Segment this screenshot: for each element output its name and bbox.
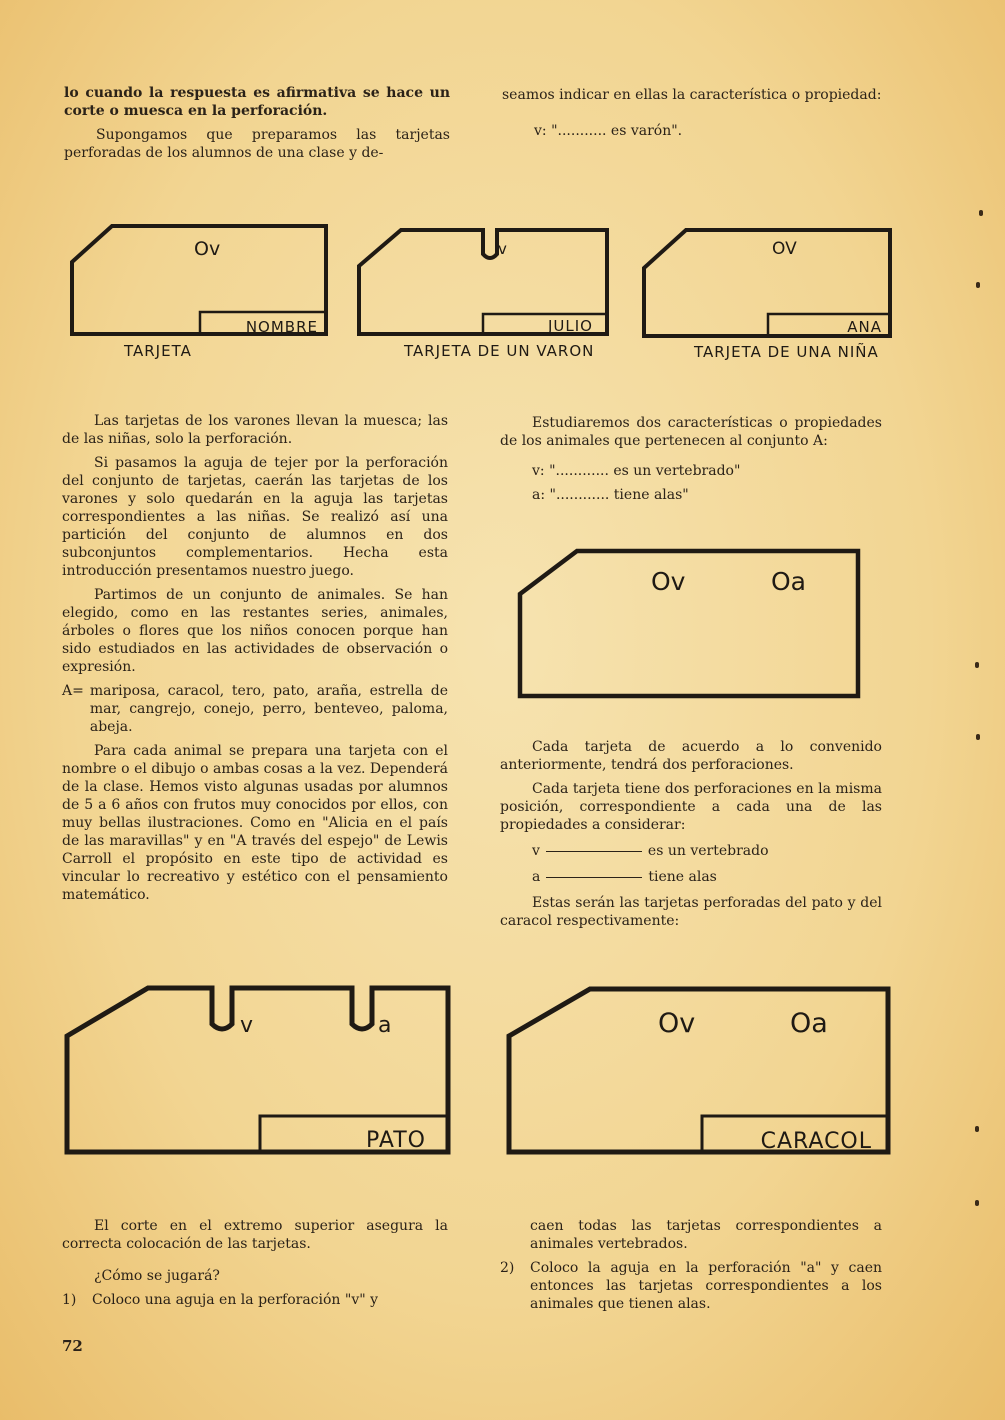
- intro-continuation: lo cuando la respuesta es afirmativa se hace un corte o muesca en la perforación.: [64, 85, 450, 119]
- paragraph-notch: Las tarjetas de los varones llevan la muesca; las de las niñas, solo la perforación.: [62, 413, 448, 447]
- mapping-a-value: tiene alas: [648, 869, 717, 885]
- set-a-members: mariposa, caracol, tero, pato, araña, estrella de mar, cangrejo, conejo, perro, benteveo, paloma, abeja.: [89, 683, 448, 735]
- mapping-v: [500, 842, 882, 860]
- bottom-left-column: [62, 1217, 448, 1315]
- margin-speck: [976, 282, 980, 288]
- margin-speck: [975, 1200, 979, 1206]
- hole-a-label: Oa: [790, 1008, 828, 1039]
- step-2: [500, 1259, 882, 1313]
- middle-right-column-top: [500, 414, 882, 510]
- set-a-label: A=: [62, 683, 84, 699]
- property-v-line: v: "........... es varón".: [534, 123, 683, 139]
- punch-card-generic: [68, 222, 330, 338]
- property-intro: seamos indicar en ellas la característica o propiedad:: [502, 87, 882, 103]
- step-1: [62, 1291, 448, 1309]
- notch-v-label: v: [240, 1013, 254, 1038]
- hole-v-label: Ov: [658, 1008, 696, 1039]
- paragraph-positions: Cada tarjeta tiene dos perforaciones en la misma posición, correspondiente a cada una de las propiedades a considerar:: [500, 781, 882, 833]
- paragraph-properties: Estudiaremos dos características o propiedades de los animales que pertenecen al conjunto A:: [500, 415, 882, 449]
- top-right-column: [502, 86, 882, 146]
- card-name-label: PATO: [366, 1128, 426, 1153]
- paragraph-cards: Para cada animal se prepara una tarjeta con el nombre o el dibujo o ambas cosas a la vez. Dependerá de la clase. Hemos visto algunas usadas por alumnos de 5 a 6 años con frutos muy conocidos por ellos, con muy bellas ilustraciones. Como en "Alicia en el país de las maravillas" y en "A través del espejo" de Lewis Carroll el propósito en este tipo de actividad es vincular lo recreativo y estético con el pensamiento matemático.: [62, 743, 448, 903]
- bottom-right-column: [500, 1217, 882, 1319]
- middle-right-column-bottom: [500, 738, 882, 936]
- card-name-label: ANA: [847, 318, 882, 336]
- notch-a-label: a: [378, 1013, 392, 1038]
- card-name-label: NOMBRE: [245, 318, 318, 336]
- margin-speck: [976, 734, 980, 740]
- paragraph-needle: Si pasamos la aguja de tejer por la perforación del conjunto de tarjetas, caerán las tarjetas de los varones y solo quedarán en la aguja las tarjetas correspondientes a las niñas. Se realizó así una partición del conjunto de alumnos en dos subconjuntos complementarios. Hecha esta introducción presentamos nuestro juego.: [62, 455, 448, 579]
- mapping-dash: [546, 851, 642, 852]
- middle-left-column: [62, 412, 448, 910]
- step-2-number: 2): [500, 1260, 515, 1276]
- paragraph-examples: Estas serán las tarjetas perforadas del pato y del caracol respectivamente:: [500, 895, 882, 929]
- mapping-v-key: v: [532, 843, 540, 859]
- punch-card-girl: [640, 226, 896, 340]
- step-1-text: Coloco una aguja en la perforación "v" y: [92, 1292, 379, 1308]
- property-v: v: "............ es un vertebrado": [532, 463, 741, 479]
- paragraph-animals: Partimos de un conjunto de animales. Se han elegido, como en las restantes series, animales, árboles o flores que los niños conocen porque han sido estudiados en las actividades de observación o expresión.: [62, 587, 448, 675]
- card-name-label: JULIO: [548, 317, 593, 335]
- mapping-v-value: es un vertebrado: [647, 843, 769, 859]
- card-name-label: CARACOL: [760, 1129, 872, 1154]
- hole-label: OV: [772, 239, 797, 259]
- mapping-dash: [546, 877, 642, 878]
- margin-speck: [975, 1126, 979, 1132]
- intro-paragraph: Supongamos que preparamos las tarjetas perforadas de los alumnos de una clase y de-: [64, 127, 450, 161]
- step-1-continuation: caen todas las tarjetas correspondientes a animales vertebrados.: [530, 1218, 882, 1252]
- margin-speck: [979, 210, 983, 216]
- step-1-number: 1): [62, 1292, 77, 1308]
- mapping-a: [500, 868, 882, 886]
- margin-speck: [975, 662, 979, 668]
- card-caption: TARJETA: [124, 342, 192, 360]
- question-how: ¿Cómo se jugará?: [94, 1268, 220, 1284]
- card-caption: TARJETA DE UN VARON: [404, 342, 595, 360]
- paragraph-cut: El corte en el extremo superior asegura la correcta colocación de las tarjetas.: [62, 1218, 448, 1252]
- notch-label: v: [498, 240, 507, 258]
- page-number: 72: [62, 1337, 83, 1355]
- step-2-text: Coloco la aguja en la perforación "a" y caen entonces las tarjetas correspondientes a los animales que tienen alas.: [530, 1260, 882, 1312]
- card-caption: TARJETA DE UNA NIÑA: [694, 343, 879, 361]
- mapping-a-key: a: [532, 869, 541, 885]
- punch-card-caracol: [504, 984, 894, 1158]
- top-left-column: [64, 84, 450, 168]
- property-a: a: "............ tiene alas": [532, 487, 689, 503]
- hole-a-label: Oa: [771, 567, 806, 596]
- set-a-definition: [62, 682, 448, 736]
- paragraph-two-holes: Cada tarjeta de acuerdo a lo convenido anteriormente, tendrá dos perforaciones.: [500, 739, 882, 773]
- hole-label: Ov: [194, 238, 221, 260]
- hole-v-label: Ov: [651, 567, 686, 596]
- punch-card-two-holes: [515, 546, 863, 702]
- punch-card-boy: [355, 224, 611, 338]
- punch-card-pato: [62, 982, 454, 1158]
